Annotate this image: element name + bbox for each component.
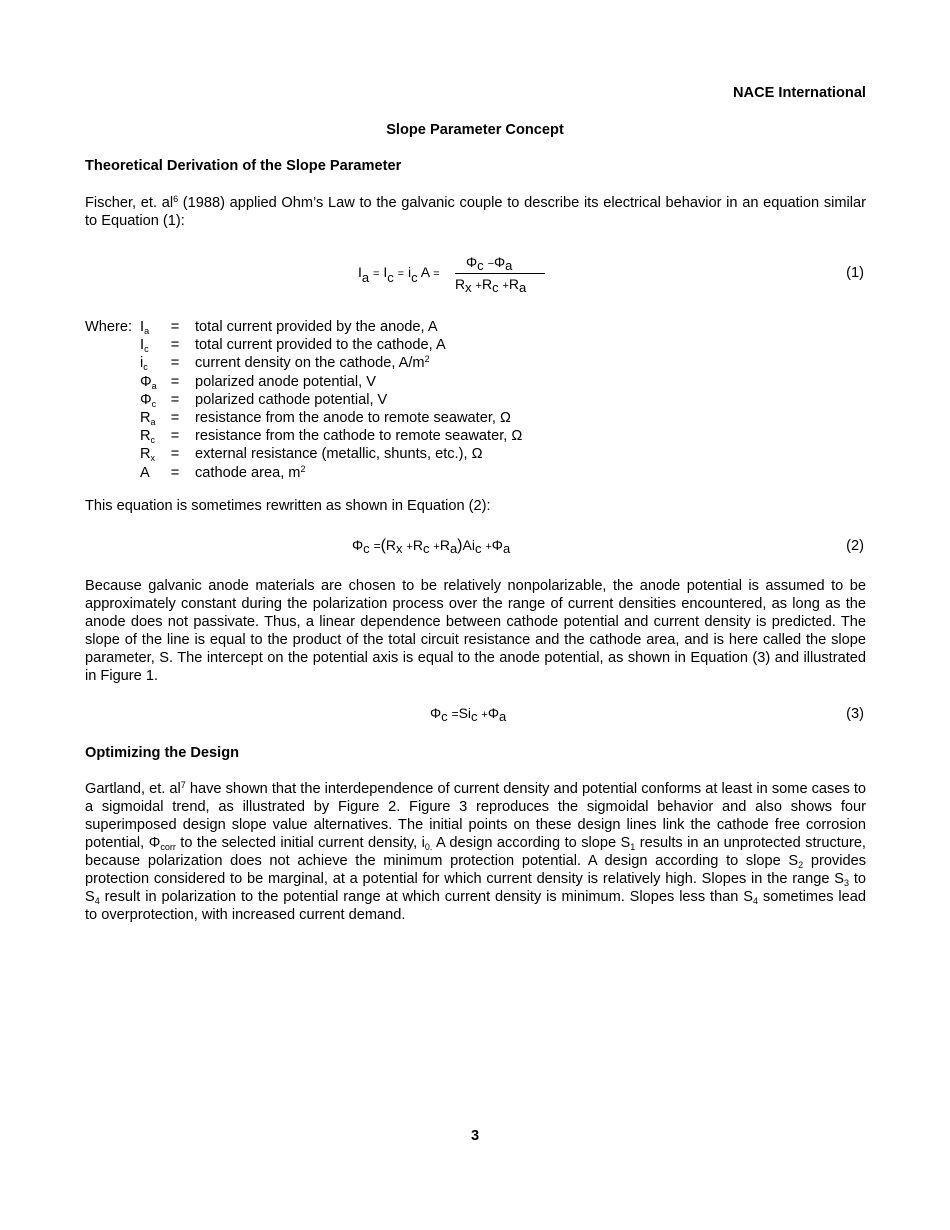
eq3-plus: +: [481, 709, 488, 721]
where-description-text: resistance from the cathode to remote seawater, Ω: [195, 428, 523, 445]
where-row: [85, 336, 785, 354]
because-paragraph: Because galvanic anode materials are chosen to be relatively nonpolarizable, the anode potential is assumed to be approximately constant during the polarization process over the range of current densities encountered, as long as the anode does not passivate. Thus, a linear dependence between cathode potential and current density is predicted. The slope of the line is equal to the product of the total circuit resistance and the cathode area, and is here called the slope parameter, S. The intercept on the potential axis is equal to the anode potential, as shown in Equation (3) and illustrated in Figure 1.: [85, 578, 866, 684]
where-equals: =: [170, 464, 180, 481]
eq1-numerator: [466, 254, 513, 273]
eq2-R-x: R: [385, 537, 397, 553]
page-number: 3: [470, 1128, 480, 1144]
where-symbol-subscript: c: [143, 362, 148, 373]
equation-3: [430, 705, 507, 724]
equation-2-number: (2): [846, 538, 864, 554]
eq2-R-c: R: [412, 537, 423, 553]
section-heading-derivation: Theoretical Derivation of the Slope Parameter: [85, 158, 402, 174]
opt-text-i: sometimes lead to overprotection, with increased current demand.: [85, 889, 866, 923]
opt-phi: Φ: [148, 835, 161, 851]
eq1-R-x: R: [455, 276, 466, 292]
eq2-Ai: Ai: [462, 537, 475, 553]
where-symbol: $i_c$: [140, 355, 148, 373]
opt-text-g: to S: [85, 871, 866, 905]
opt-sub-s1: 1: [630, 842, 636, 852]
where-equals: =: [170, 319, 180, 335]
opt-text-e: results in an unprotected structure, because polarization does not achieve the minimum protection potential. A design according to slope S: [85, 835, 866, 869]
eq1-den-sub-a: a: [519, 280, 527, 295]
eq1-num-sub-c: c: [477, 258, 484, 273]
section-heading-optimizing: Optimizing the Design: [85, 745, 240, 761]
where-symbol: $I_a$: [140, 319, 150, 336]
eq2-lparen: (: [380, 537, 386, 554]
eq1-phi-a: Φ: [494, 254, 506, 270]
opt-sub-i0: 0.: [424, 842, 433, 852]
opt-text-f: provides protection considered to be marginal, at a potential for which current density is relatively high. Slopes in the range S: [85, 853, 867, 887]
eq1-R-c: R: [481, 276, 493, 292]
where-label: Where:: [85, 319, 133, 335]
eq1-i: i: [407, 264, 412, 280]
where-symbol-subscript: c: [144, 344, 149, 355]
where-description: [195, 373, 376, 391]
eq1-plus-2: +: [502, 280, 509, 292]
where-description-text: resistance from the anode to remote seawater, Ω: [195, 410, 511, 426]
eq2-sub-x: x: [396, 541, 403, 556]
where-symbol-subscript: a: [151, 380, 157, 391]
eq3-sub-a: a: [499, 709, 507, 724]
where-row: [85, 391, 785, 409]
eq1-I: I: [358, 264, 362, 280]
where-row: [85, 409, 785, 427]
opt-sub-s4b: 4: [753, 896, 759, 906]
page-title: Slope Parameter Concept: [386, 122, 564, 138]
header-org: NACE International: [733, 85, 866, 101]
where-equals: =: [170, 337, 180, 354]
opt-i0: i: [421, 835, 425, 851]
where-symbol-subscript: a: [144, 326, 150, 336]
where-symbol: $R_c$: [140, 428, 156, 446]
intro-text-a: Fischer, et. al: [85, 195, 174, 211]
where-row: [85, 427, 785, 445]
eq1-equals-2: =: [397, 268, 405, 280]
eq1-sub-c: c: [387, 270, 394, 285]
eq3-Si: Si: [458, 705, 472, 721]
where-description: [195, 427, 522, 445]
opt-sub-s4: 4: [94, 896, 100, 906]
eq1-minus: −: [487, 258, 494, 270]
equation-2: [352, 537, 510, 555]
eq1-den-sub-c: c: [492, 280, 499, 295]
opt-text-a: Gartland, et. al: [85, 781, 181, 797]
equation-1-number: (1): [846, 265, 864, 281]
eq1-I-c: I: [383, 264, 388, 280]
eq3-sub-c: c: [441, 709, 448, 724]
eq3-phi-a: Φ: [487, 705, 500, 721]
where-description-text: total current provided to the cathode, A: [195, 337, 446, 354]
where-equals: =: [170, 410, 180, 426]
opt-text-d: A design according to slope S: [432, 835, 631, 851]
eq1-den-sub-x: x: [465, 280, 472, 295]
eq2-phi-a: Φ: [491, 537, 503, 553]
where-row: [85, 445, 785, 463]
where-description: [195, 318, 438, 336]
where-row: [85, 354, 785, 372]
eq2-plus-3: +: [485, 541, 492, 553]
where-symbol-subscript: c: [151, 398, 157, 409]
eq1-sub-a: a: [361, 270, 370, 285]
opt-sub-s3: 3: [844, 878, 850, 888]
reference-6: 6: [173, 194, 179, 204]
opt-text-b: have shown that the interdependence of current density and potential conforms at least in some cases to a sigmoidal trend, as illustrated by Figure 2. Figure 3 reproduces the sigmoidal behavior and also shows four superimposed design slope value alternatives. The initial points on these design lines link the cathode free corrosion potential,: [85, 781, 867, 851]
where-symbol: A: [140, 464, 150, 481]
optimizing-paragraph: [85, 780, 866, 924]
eq2-rparen: ): [457, 537, 463, 554]
eq2-sub-a2: a: [502, 541, 511, 556]
eq1-equals-1: =: [373, 268, 380, 280]
where-row: [85, 373, 785, 391]
where-symbol: $R_x$: [140, 446, 156, 464]
where-symbol-subscript: a: [150, 417, 156, 427]
where-equals: =: [170, 428, 180, 445]
eq1-R-a: R: [508, 276, 520, 292]
where-description-text: polarized cathode potential, V: [195, 391, 388, 408]
where-description-superscript: 2: [300, 463, 306, 474]
eq2-equals: =: [373, 539, 381, 553]
opt-text-h: result in polarization to the potential range at which current density is minimum. Slopes less than S: [99, 889, 754, 905]
eq1-denominator: [455, 276, 527, 295]
eq1-sub-c2: c: [411, 270, 418, 285]
intro-paragraph: [85, 194, 866, 230]
where-description-text: total current provided by the anode, A: [195, 319, 438, 335]
where-description-text: current density on the cathode, A/m: [195, 355, 425, 372]
opt-text-c: to the selected initial current density,: [175, 835, 422, 851]
rewrite-text: This equation is sometimes rewritten as shown in Equation (2):: [85, 498, 491, 514]
where-equals: =: [170, 355, 180, 372]
eq2-sub-c2: c: [422, 541, 430, 556]
opt-sub-s2: 2: [798, 860, 804, 870]
reference-7: 7: [180, 780, 186, 790]
where-equals: =: [170, 373, 180, 390]
eq1-fraction-bar: [455, 273, 545, 274]
where-symbol: $R_a$: [140, 410, 156, 427]
where-symbol: $I_c$: [140, 337, 149, 355]
where-description: [195, 464, 305, 482]
eq2-sub-a: a: [449, 541, 458, 556]
where-description-text: polarized anode potential, V: [195, 373, 376, 390]
where-description-superscript: 2: [424, 354, 430, 365]
eq2-plus-2: +: [433, 541, 440, 553]
eq1-A: A: [420, 264, 430, 280]
where-description: [195, 445, 483, 463]
where-equals: =: [170, 391, 180, 408]
where-row: [85, 318, 785, 336]
where-description-text: cathode area, m: [195, 464, 301, 481]
intro-text-b: (1988) applied Ohm’s Law to the galvanic couple to describe its electrical behavior in an equation similar to Equation (1):: [85, 195, 866, 229]
where-description: [195, 354, 430, 372]
eq2-sub-c3: c: [474, 541, 482, 556]
eq3-phi-c: Φ: [430, 705, 442, 721]
where-description: [195, 391, 387, 409]
where-symbol-subscript: x: [150, 453, 156, 464]
eq2-phi-c: Φ: [352, 537, 364, 553]
where-description-text: external resistance (metallic, shunts, etc.), Ω: [195, 446, 483, 463]
where-description: [195, 336, 446, 354]
eq2-plus-1: +: [406, 541, 413, 553]
eq3-equals: =: [451, 707, 459, 721]
equation-3-number: (3): [846, 706, 864, 722]
eq2-R-a: R: [439, 537, 450, 553]
opt-sub-corr: corr: [160, 842, 176, 852]
where-description: [195, 409, 511, 427]
eq1-plus-1: +: [475, 280, 482, 292]
where-row: [85, 464, 785, 482]
equation-1: [358, 252, 558, 302]
eq1-equals-3: =: [433, 268, 440, 280]
eq1-num-sub-a: a: [505, 258, 513, 273]
where-symbol-subscript: c: [150, 435, 156, 446]
eq1-phi-c: Φ: [466, 254, 478, 270]
eq2-sub-c: c: [363, 541, 370, 556]
where-symbol: $\Phi_a$: [140, 373, 157, 391]
where-symbol: $\Phi_c$: [140, 391, 157, 409]
eq3-sub-c2: c: [471, 709, 478, 724]
where-equals: =: [170, 446, 180, 463]
